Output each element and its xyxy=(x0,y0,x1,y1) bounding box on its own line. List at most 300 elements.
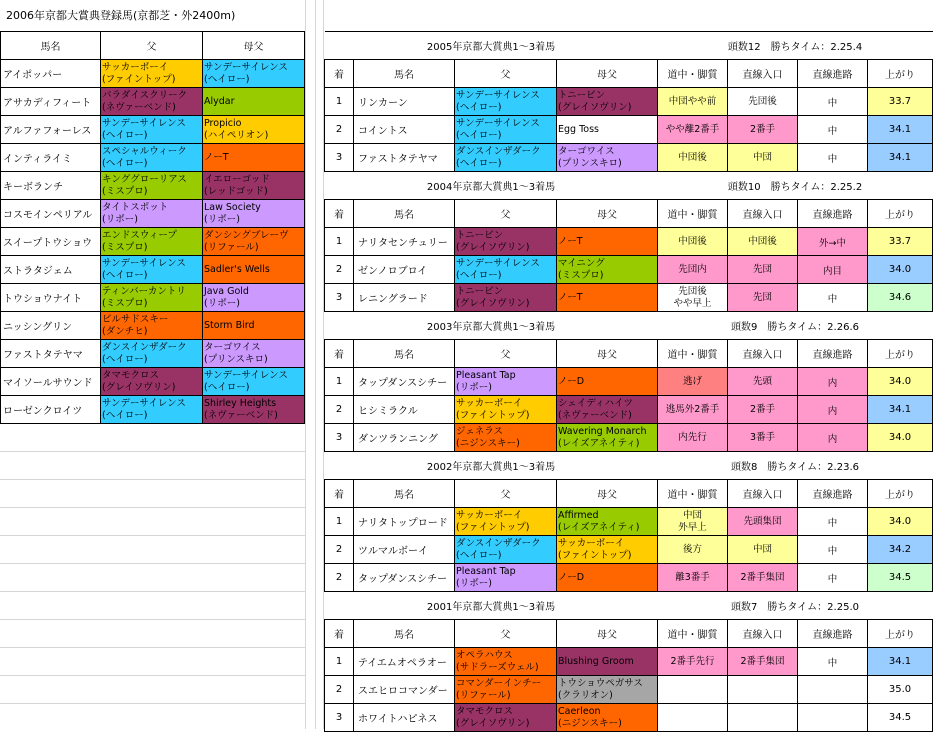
stretch-entry-cell xyxy=(728,676,798,704)
running-style-cell xyxy=(658,116,728,144)
header-running-style: 道中・脚質 xyxy=(658,60,728,88)
cell-line: ダンシングブレーヴ xyxy=(204,229,289,241)
cell-line: サンデーサイレンス xyxy=(204,369,288,381)
horse-name: コイントス xyxy=(354,116,455,144)
grid-line xyxy=(0,479,305,480)
cell-line: トニービン xyxy=(456,285,504,297)
header-sire: 父 xyxy=(101,32,203,60)
cell-line: 離3番手 xyxy=(675,571,710,583)
running-style-cell xyxy=(658,368,728,396)
cell-line: サッカーボーイ xyxy=(456,509,523,521)
dam-sire-cell xyxy=(203,368,305,396)
running-style-cell xyxy=(658,284,728,312)
horse-name: トウショウナイト xyxy=(1,284,101,312)
grid-line xyxy=(0,591,305,592)
cell-line: (グレイソヴリン) xyxy=(558,101,632,113)
header-sire: 父 xyxy=(455,480,557,508)
cell-line: タマモクロス xyxy=(102,369,160,381)
cell-line: (ヘイロー) xyxy=(456,269,502,281)
horse-name: キーボランチ xyxy=(1,172,101,200)
stretch-entry-cell xyxy=(728,116,798,144)
cell-line: サンデーサイレンス xyxy=(456,257,540,269)
dam-sire-cell xyxy=(557,368,658,396)
stretch-entry-cell xyxy=(728,256,798,284)
last-3f-cell: 33.7 xyxy=(868,88,933,116)
cell-line: (ファイントップ) xyxy=(558,549,632,561)
cell-line: Blushing Groom xyxy=(558,655,634,667)
cell-line: サンデーサイレンス xyxy=(102,397,186,409)
sire-cell xyxy=(455,228,557,256)
sire-cell xyxy=(455,508,557,536)
finish-position: 1 xyxy=(325,648,354,676)
registration-row xyxy=(1,284,305,312)
cell-line: サンデーサイレンス xyxy=(204,61,288,73)
cell-line: 先団後 xyxy=(678,285,707,297)
cell-line: (リボー) xyxy=(204,213,240,225)
race-header-row xyxy=(325,480,933,508)
horse-name: ナリタトップロード xyxy=(354,508,455,536)
dam-sire-cell xyxy=(203,144,305,172)
result-row xyxy=(325,396,933,424)
last-3f-cell: 34.1 xyxy=(868,116,933,144)
cell-line: (ミスプロ) xyxy=(102,241,148,253)
cell-line: Caerleon xyxy=(558,705,601,717)
cell-line: ビルサドスキー xyxy=(102,313,169,325)
running-style-cell xyxy=(658,424,728,452)
horse-name: タップダンスシチー xyxy=(354,368,455,396)
cell-line: ダンスインザダーク xyxy=(456,537,541,549)
cell-line: 外早上 xyxy=(678,521,707,533)
sire-cell xyxy=(455,116,557,144)
race-title-row xyxy=(325,172,933,200)
cell-line: サンデーサイレンス xyxy=(102,257,186,269)
cell-line: (サドラーズウェル) xyxy=(456,661,539,673)
cell-line: Shirley Heights xyxy=(204,397,277,409)
cell-line: 中団後 xyxy=(748,235,777,247)
cell-line: タイトスポット xyxy=(102,201,169,213)
dam-sire-cell xyxy=(203,116,305,144)
last-3f-cell: 34.0 xyxy=(868,424,933,452)
horse-name: タップダンスシチー xyxy=(354,564,455,592)
horse-name: アイポッパー xyxy=(1,60,101,88)
sire-cell xyxy=(455,648,557,676)
last-3f-cell: 34.1 xyxy=(868,648,933,676)
header-stretch-path: 直線進路 xyxy=(798,620,868,648)
grid-line xyxy=(0,507,305,508)
running-style-cell xyxy=(658,676,728,704)
header-stretch-entry: 直線入口 xyxy=(728,340,798,368)
registration-row xyxy=(1,256,305,284)
cell-line: サッカーボーイ xyxy=(102,61,169,73)
stretch-entry-cell xyxy=(728,564,798,592)
cell-line: 中団やや前 xyxy=(668,95,717,107)
cell-line: (ファイントップ) xyxy=(456,521,530,533)
finish-position: 3 xyxy=(325,144,354,172)
cell-line: タマモクロス xyxy=(456,705,514,717)
cell-line: サンデーサイレンス xyxy=(456,89,540,101)
result-row xyxy=(325,256,933,284)
cell-line: 先団後 xyxy=(748,95,777,107)
header-sire: 父 xyxy=(455,60,557,88)
cell-line: (ネヴァーベンド) xyxy=(102,101,176,113)
running-style-cell xyxy=(658,228,728,256)
sire-cell xyxy=(455,704,557,732)
cell-line: 2番手集団 xyxy=(740,571,785,583)
cell-line: (リボー) xyxy=(102,213,138,225)
header-dam-sire: 母父 xyxy=(557,340,658,368)
running-style-cell xyxy=(658,144,728,172)
dam-sire-cell xyxy=(557,284,658,312)
sire-cell xyxy=(101,116,203,144)
cell-line: (グレイソヴリン) xyxy=(456,241,530,253)
cell-line: 先団 xyxy=(752,263,772,275)
cell-line: (ヘイロー) xyxy=(456,101,502,113)
registration-row xyxy=(1,172,305,200)
dam-sire-cell xyxy=(557,536,658,564)
stretch-path-cell: 中 xyxy=(798,536,868,564)
cell-line: (ヘイロー) xyxy=(456,129,502,141)
stretch-path-cell: 中 xyxy=(798,564,868,592)
sire-cell xyxy=(101,88,203,116)
dam-sire-cell xyxy=(557,676,658,704)
cell-line: 2番手先行 xyxy=(670,655,715,667)
dam-sire-cell xyxy=(203,60,305,88)
cell-line: Wavering Monarch xyxy=(558,425,647,437)
cell-line: (レイズアネイティ) xyxy=(558,521,640,533)
sire-cell xyxy=(101,368,203,396)
stretch-entry-cell xyxy=(728,536,798,564)
cell-line: ノーD xyxy=(558,375,585,387)
cell-line: 2番手 xyxy=(749,403,776,415)
cell-line: (レッドゴッド) xyxy=(204,185,268,197)
cell-line: エンドスウィープ xyxy=(102,229,177,241)
stretch-path-cell: 内 xyxy=(798,424,868,452)
dam-sire-cell xyxy=(203,200,305,228)
race-header-row xyxy=(325,620,933,648)
horse-name: コスモインペリアル xyxy=(1,200,101,228)
cell-line: (ニジンスキー) xyxy=(558,717,622,729)
cell-line: イエローゴッド xyxy=(204,173,270,185)
race-title: 2001年京都大賞典1～3着馬 xyxy=(325,592,658,620)
stretch-entry-cell xyxy=(728,396,798,424)
running-style-cell xyxy=(658,704,728,732)
stretch-path-cell: 中 xyxy=(798,648,868,676)
finish-position: 2 xyxy=(325,256,354,284)
cell-line: ダンスインザダーク xyxy=(102,341,187,353)
cell-line: オペラハウス xyxy=(456,649,513,661)
cell-line: 中団後 xyxy=(678,151,707,163)
result-row xyxy=(325,144,933,172)
registration-row xyxy=(1,88,305,116)
horse-name: ファストタテヤマ xyxy=(354,144,455,172)
header-horse-name: 馬名 xyxy=(354,200,455,228)
finish-position: 2 xyxy=(325,536,354,564)
cell-line: Pleasant Tap xyxy=(456,369,516,381)
stretch-entry-cell xyxy=(728,88,798,116)
finish-position: 3 xyxy=(325,704,354,732)
registration-row xyxy=(1,396,305,424)
grid-line xyxy=(0,675,305,676)
header-stretch-entry: 直線入口 xyxy=(728,620,798,648)
sire-cell xyxy=(455,368,557,396)
cell-line: (ヘイロー) xyxy=(102,353,148,365)
cell-line: Propicio xyxy=(204,117,242,129)
header-last-3f: 上がり xyxy=(868,620,933,648)
horse-name: ローゼンクロイツ xyxy=(1,396,101,424)
header-horse-name: 馬名 xyxy=(354,620,455,648)
registration-row xyxy=(1,312,305,340)
cell-line: 逃馬外2番手 xyxy=(665,403,720,415)
dam-sire-cell xyxy=(557,508,658,536)
sire-cell xyxy=(455,396,557,424)
dam-sire-cell xyxy=(557,704,658,732)
cell-line: 先頭 xyxy=(752,375,772,387)
cell-line: (リボー) xyxy=(456,577,492,589)
cell-line: キンググローリアス xyxy=(102,173,187,185)
cell-line: Storm Bird xyxy=(204,319,255,331)
header-dam-sire: 母父 xyxy=(203,32,305,60)
race-title-row xyxy=(325,32,933,60)
header-dam-sire: 母父 xyxy=(557,480,658,508)
race-title-row xyxy=(325,592,933,620)
header-stretch-path: 直線進路 xyxy=(798,480,868,508)
race-title: 2005年京都大賞典1～3着馬 xyxy=(325,32,658,60)
registration-row xyxy=(1,228,305,256)
cell-line: Law Society xyxy=(204,201,261,213)
cell-line: (ヘイロー) xyxy=(102,409,148,421)
race-summary: 頭数12 勝ちタイム：2.25.4 xyxy=(658,32,933,60)
dam-sire-cell xyxy=(557,256,658,284)
header-last-3f: 上がり xyxy=(868,200,933,228)
header-stretch-entry: 直線入口 xyxy=(728,200,798,228)
past-results-table xyxy=(324,31,933,732)
dam-sire-cell xyxy=(557,144,658,172)
header-last-3f: 上がり xyxy=(868,60,933,88)
horse-name: インティライミ xyxy=(1,144,101,172)
cell-line: (ヘイロー) xyxy=(102,129,148,141)
cell-line: Java Gold xyxy=(204,285,249,297)
stretch-path-cell: 内目 xyxy=(798,256,868,284)
result-row xyxy=(325,648,933,676)
race-header-row xyxy=(325,60,933,88)
sire-cell xyxy=(101,340,203,368)
stretch-path-cell xyxy=(798,676,868,704)
header-position: 着 xyxy=(325,480,354,508)
cell-line: (ミスプロ) xyxy=(102,297,148,309)
dam-sire-cell xyxy=(203,172,305,200)
header-sire: 父 xyxy=(455,340,557,368)
result-row xyxy=(325,564,933,592)
cell-line: (プリンスキロ) xyxy=(558,157,622,169)
result-row xyxy=(325,368,933,396)
cell-line: (プリンスキロ) xyxy=(204,353,268,365)
header-position: 着 xyxy=(325,200,354,228)
page-title: 2006年京都大賞典登録馬(京都芝・外2400m) xyxy=(6,9,236,22)
registration-row xyxy=(1,340,305,368)
stretch-entry-cell xyxy=(728,284,798,312)
cell-line: (レイズアネイティ) xyxy=(558,437,640,449)
finish-position: 1 xyxy=(325,228,354,256)
cell-line: コマンダーインチー xyxy=(456,677,542,689)
cell-line: 中団 xyxy=(752,151,772,163)
race-header-row xyxy=(325,340,933,368)
registration-table xyxy=(0,31,305,424)
result-row xyxy=(325,88,933,116)
header-running-style: 道中・脚質 xyxy=(658,480,728,508)
stretch-entry-cell xyxy=(728,704,798,732)
cell-line: スペシャルウィーク xyxy=(102,145,187,157)
cell-line: (ヘイロー) xyxy=(102,157,148,169)
sire-cell xyxy=(455,424,557,452)
last-3f-cell: 34.0 xyxy=(868,256,933,284)
result-row xyxy=(325,536,933,564)
sire-cell xyxy=(101,284,203,312)
cell-line: 2番手 xyxy=(749,123,776,135)
header-running-style: 道中・脚質 xyxy=(658,620,728,648)
dam-sire-cell xyxy=(557,396,658,424)
cell-line: (リファール) xyxy=(456,689,511,701)
cell-line: (ファイントップ) xyxy=(456,409,530,421)
horse-name: マイソールサウンド xyxy=(1,368,101,396)
sire-cell xyxy=(101,60,203,88)
header-position: 着 xyxy=(325,60,354,88)
cell-line: (グレイソヴリン) xyxy=(456,297,530,309)
cell-line: トニービン xyxy=(456,229,504,241)
cell-line: (ハイペリオン) xyxy=(204,129,269,141)
dam-sire-cell xyxy=(557,116,658,144)
registration-header-row xyxy=(1,32,305,60)
header-dam-sire: 母父 xyxy=(557,60,658,88)
last-3f-cell: 35.0 xyxy=(868,676,933,704)
result-row xyxy=(325,508,933,536)
last-3f-cell: 34.0 xyxy=(868,508,933,536)
header-horse-name: 馬名 xyxy=(354,60,455,88)
running-style-cell xyxy=(658,88,728,116)
stretch-path-cell: 外→中 xyxy=(798,228,868,256)
horse-name: ダンツランニング xyxy=(354,424,455,452)
cell-line: (ネヴァーベンド) xyxy=(204,409,278,421)
sire-cell xyxy=(455,88,557,116)
header-last-3f: 上がり xyxy=(868,340,933,368)
sire-cell xyxy=(455,256,557,284)
horse-name: ゼンノロブロイ xyxy=(354,256,455,284)
race-title: 2002年京都大賞典1～3着馬 xyxy=(325,452,658,480)
last-3f-cell: 34.1 xyxy=(868,396,933,424)
header-dam-sire: 母父 xyxy=(557,620,658,648)
cell-line: 3番手 xyxy=(749,431,776,443)
header-horse-name: 馬名 xyxy=(354,340,455,368)
race-summary: 頭数9 勝ちタイム：2.26.6 xyxy=(658,312,933,340)
cell-line: トウショウペガサス xyxy=(558,677,643,689)
header-stretch-path: 直線進路 xyxy=(798,60,868,88)
cell-line: 中団 xyxy=(752,543,772,555)
stretch-path-cell: 内 xyxy=(798,368,868,396)
dam-sire-cell xyxy=(557,88,658,116)
cell-line: 中団 xyxy=(682,509,702,521)
stretch-path-cell xyxy=(798,704,868,732)
race-summary: 頭数7 勝ちタイム：2.25.0 xyxy=(658,592,933,620)
sire-cell xyxy=(455,676,557,704)
horse-name: ニッシングリン xyxy=(1,312,101,340)
cell-line: ジェネラス xyxy=(456,425,504,437)
cell-line: 2番手集団 xyxy=(740,655,785,667)
finish-position: 3 xyxy=(325,424,354,452)
grid-line xyxy=(0,619,305,620)
header-horse-name: 馬名 xyxy=(354,480,455,508)
last-3f-cell: 34.2 xyxy=(868,536,933,564)
cell-line: 先団内 xyxy=(678,263,707,275)
cell-line: (ネヴァーベンド) xyxy=(558,409,632,421)
dam-sire-cell xyxy=(557,228,658,256)
grid-line xyxy=(0,535,305,536)
horse-name: ファストタテヤマ xyxy=(1,340,101,368)
finish-position: 1 xyxy=(325,368,354,396)
stretch-entry-cell xyxy=(728,368,798,396)
race-title-row xyxy=(325,452,933,480)
cell-line: シェイディハイツ xyxy=(558,397,634,409)
header-last-3f: 上がり xyxy=(868,480,933,508)
cell-line: 先頭集団 xyxy=(743,515,782,527)
header-stretch-entry: 直線入口 xyxy=(728,480,798,508)
grid-line xyxy=(0,703,305,704)
registration-row xyxy=(1,368,305,396)
sire-cell xyxy=(101,396,203,424)
cell-line: サンデーサイレンス xyxy=(102,117,186,129)
horse-name: ナリタセンチュリー xyxy=(354,228,455,256)
cell-line: (ニジンスキー) xyxy=(456,437,520,449)
horse-name: ヒシミラクル xyxy=(354,396,455,424)
cell-line: Alydar xyxy=(204,95,235,107)
horse-name: スエヒロコマンダー xyxy=(354,676,455,704)
cell-line: (ヘイロー) xyxy=(204,73,250,85)
result-row xyxy=(325,116,933,144)
registration-row xyxy=(1,60,305,88)
horse-name: テイエムオペラオー xyxy=(354,648,455,676)
cell-line: やや早上 xyxy=(673,297,712,309)
cell-line: (ヘイロー) xyxy=(456,157,502,169)
grid-line xyxy=(0,451,305,452)
cell-line: 後方 xyxy=(682,543,702,555)
horse-name: リンカーン xyxy=(354,88,455,116)
race-header-row xyxy=(325,200,933,228)
header-running-style: 道中・脚質 xyxy=(658,200,728,228)
running-style-cell xyxy=(658,508,728,536)
last-3f-cell: 34.1 xyxy=(868,144,933,172)
cell-line: Egg Toss xyxy=(558,123,599,135)
finish-position: 2 xyxy=(325,116,354,144)
cell-line: ノーD xyxy=(558,571,585,583)
finish-position: 2 xyxy=(325,396,354,424)
finish-position: 1 xyxy=(325,88,354,116)
header-horse-name: 馬名 xyxy=(1,32,101,60)
result-row xyxy=(325,284,933,312)
horse-name: ツルマルボーイ xyxy=(354,536,455,564)
registration-row xyxy=(1,144,305,172)
finish-position: 2 xyxy=(325,676,354,704)
grid-line xyxy=(315,0,316,729)
cell-line: Affirmed xyxy=(558,509,599,521)
grid-line xyxy=(305,0,306,729)
dam-sire-cell xyxy=(203,284,305,312)
cell-line: (クラリオン) xyxy=(558,689,613,701)
last-3f-cell: 34.6 xyxy=(868,284,933,312)
sire-cell xyxy=(101,144,203,172)
last-3f-cell: 34.5 xyxy=(868,564,933,592)
header-position: 着 xyxy=(325,340,354,368)
cell-line: 内先行 xyxy=(678,431,707,443)
dam-sire-cell xyxy=(557,648,658,676)
sire-cell xyxy=(101,312,203,340)
